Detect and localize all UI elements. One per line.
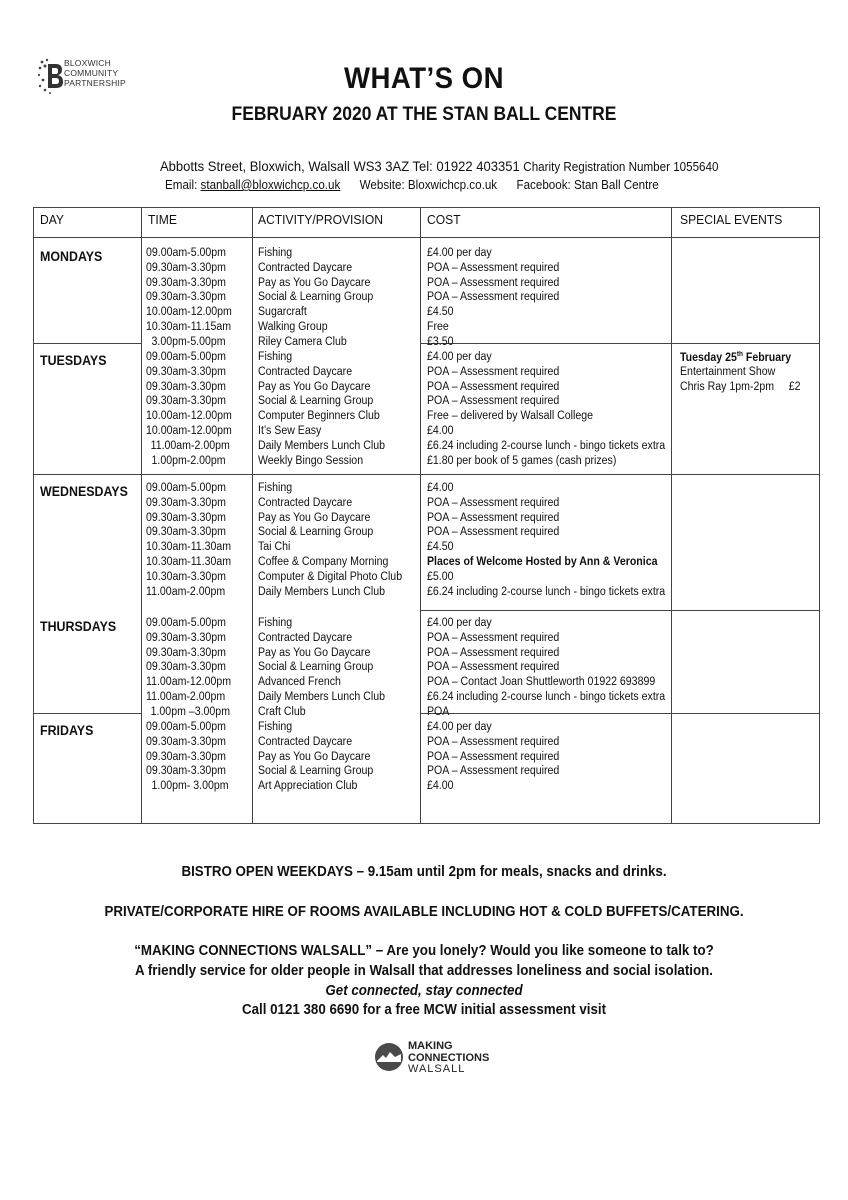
mcw-logo-line: CONNECTIONS <box>408 1051 490 1064</box>
special-event-date <box>680 348 801 365</box>
special-date-suffix: th <box>736 351 743 358</box>
activity-cell: It’s Sew Easy <box>258 424 322 437</box>
cost-cell: POA – Assessment required <box>427 365 560 378</box>
charity-number: Charity Registration Number 1055640 <box>523 160 719 174</box>
cost-cell: £4.00 per day <box>427 617 492 629</box>
times-tuesday <box>146 350 232 468</box>
logo-line: BLOXWICH <box>64 58 111 68</box>
time-cell: 09.00am-5.00pm <box>146 482 226 494</box>
col-divider <box>141 208 142 823</box>
time-cell: 1.00pm –3.00pm <box>150 705 231 718</box>
time-cell: 11.00am-2.00pm <box>150 439 230 452</box>
cost-cell: £4.00 <box>427 482 454 494</box>
activity-cell: Computer & Digital Photo Club <box>258 570 403 583</box>
time-cell: 09.30am-3.30pm <box>146 511 226 524</box>
row-divider <box>34 474 819 475</box>
activity-cell: Pay as You Go Daycare <box>258 276 371 289</box>
cost-cell: POA – Assessment required <box>427 291 560 304</box>
activity-cell: Walking Group <box>258 320 328 333</box>
cost-cell: £4.00 per day <box>427 351 492 363</box>
time-cell: 09.30am-3.30pm <box>146 646 226 659</box>
time-cell: 09.30am-3.30pm <box>146 735 226 748</box>
activity-cell: Coffee & Company Morning <box>258 555 389 568</box>
bistro-notice: BISTRO OPEN WEEKDAYS – 9.15am until 2pm for meals, snacks and drinks. <box>181 864 667 880</box>
schedule-table <box>33 207 820 824</box>
time-cell: 09.00am-5.00pm <box>146 721 226 733</box>
activity-cell: Advanced French <box>258 676 341 689</box>
day-monday: MONDAYS <box>40 249 103 264</box>
cost-cell: POA – Assessment required <box>427 261 560 274</box>
time-cell: 09.00am-5.00pm <box>146 617 226 629</box>
time-cell: 09.30am-3.30pm <box>146 395 226 408</box>
activity-cell: Fishing <box>258 617 293 629</box>
times-friday <box>146 720 229 794</box>
col-divider <box>671 208 672 823</box>
costs-tuesday <box>427 350 665 468</box>
activities-thursday <box>258 616 385 720</box>
activities-friday <box>258 720 373 794</box>
activity-cell: Sugarcraft <box>258 306 307 319</box>
special-event-price: £2 <box>788 380 801 393</box>
activity-cell: Social & Learning Group <box>258 526 374 539</box>
time-cell: 10.30am-11.30am <box>146 555 232 568</box>
special-event-performer: Chris Ray 1pm-2pm <box>680 380 775 393</box>
cost-cell: £4.50 <box>427 541 454 554</box>
time-cell: 11.00am-12.00pm <box>146 676 232 689</box>
activity-cell: Fishing <box>258 247 293 259</box>
col-divider <box>420 208 421 823</box>
cost-cell: £4.50 <box>427 306 454 319</box>
activities-tuesday <box>258 350 385 468</box>
cost-cell: POA – Contact Joan Shuttleworth 01922 693899 <box>427 676 656 689</box>
activities-wednesday <box>258 481 402 599</box>
cost-cell: POA – Assessment required <box>427 395 560 408</box>
row-divider <box>34 713 141 714</box>
day-friday: FRIDAYS <box>40 723 94 738</box>
activity-cell: Daily Members Lunch Club <box>258 585 386 598</box>
costs-thursday <box>427 616 665 720</box>
costs-friday <box>427 720 559 794</box>
activity-cell: Social & Learning Group <box>258 661 374 674</box>
email-link[interactable]: stanball@bloxwichcp.co.uk <box>200 178 341 192</box>
activity-cell: Daily Members Lunch Club <box>258 439 386 452</box>
special-event-detail <box>680 380 801 395</box>
cost-cell: POA <box>427 705 450 718</box>
making-connections-logo <box>372 1038 512 1078</box>
website-link[interactable]: Bloxwichcp.co.uk <box>407 178 498 192</box>
row-divider <box>34 343 141 344</box>
activity-cell: Pay as You Go Daycare <box>258 380 371 393</box>
activity-cell: Fishing <box>258 721 293 733</box>
special-date-month: February <box>742 351 792 364</box>
making-connections-logo-icon <box>374 1042 404 1072</box>
cost-cell: POA – Assessment required <box>427 750 560 763</box>
time-cell: 11.00am-2.00pm <box>146 585 226 598</box>
activity-cell: Tai Chi <box>258 541 291 554</box>
activity-cell: Contracted Daycare <box>258 735 353 748</box>
time-cell: 09.30am-3.30pm <box>146 276 226 289</box>
special-event-title: Entertainment Show <box>680 366 776 379</box>
time-cell: 10.00am-12.00pm <box>146 424 232 437</box>
email-label: Email: <box>165 178 198 192</box>
mcw-logo-line: WALSALL <box>408 1063 466 1075</box>
logo-line: COMMUNITY <box>64 68 119 78</box>
time-cell: 09.30am-3.30pm <box>146 631 226 644</box>
activity-cell: Craft Club <box>258 705 306 718</box>
time-cell: 10.00am-12.00pm <box>146 410 232 423</box>
day-thursday: THURSDAYS <box>40 619 117 634</box>
mcw-logo-line: MAKING <box>408 1040 453 1052</box>
special-event-tuesday <box>680 348 801 394</box>
header-day: DAY <box>40 212 64 227</box>
activity-cell: Contracted Daycare <box>258 261 353 274</box>
times-monday <box>146 246 232 350</box>
activity-cell: Art Appreciation Club <box>258 780 358 793</box>
cost-cell: POA – Assessment required <box>427 380 560 393</box>
row-divider <box>420 610 819 611</box>
cost-cell: POA – Assessment required <box>427 646 560 659</box>
page-subtitle: FEBRUARY 2020 AT THE STAN BALL CENTRE <box>231 104 617 125</box>
cost-cell: Places of Welcome Hosted by Ann & Veronica <box>427 555 658 568</box>
activity-cell: Contracted Daycare <box>258 365 353 378</box>
cost-cell: £1.80 per book of 5 games (cash prizes) <box>427 454 617 467</box>
time-cell: 10.00am-12.00pm <box>146 306 232 319</box>
times-wednesday <box>146 481 231 599</box>
header-special-events: SPECIAL EVENTS <box>680 212 783 227</box>
time-cell: 3.00pm-5.00pm <box>151 335 226 348</box>
time-cell: 11.00am-2.00pm <box>146 690 226 703</box>
time-cell: 09.00am-5.00pm <box>146 351 226 363</box>
time-cell: 09.30am-3.30pm <box>146 750 226 763</box>
activity-cell: Social & Learning Group <box>258 291 374 304</box>
cost-cell: POA – Assessment required <box>427 276 560 289</box>
cost-cell: POA – Assessment required <box>427 496 560 509</box>
activities-monday <box>258 246 373 350</box>
activity-cell: Computer Beginners Club <box>258 410 380 423</box>
cost-cell: £6.24 including 2-course lunch - bingo tickets extra <box>427 439 666 452</box>
header-divider <box>34 237 819 238</box>
room-hire-notice: PRIVATE/CORPORATE HIRE OF ROOMS AVAILABLE INCLUDING HOT & COLD BUFFETS/CATERING. <box>104 904 744 920</box>
cost-cell: £6.24 including 2-course lunch - bingo tickets extra <box>427 585 666 598</box>
activity-cell: Fishing <box>258 482 293 494</box>
cost-cell: POA – Assessment required <box>427 765 560 778</box>
website-label: Website: <box>359 178 405 192</box>
header-activity: ACTIVITY/PROVISION <box>258 212 383 227</box>
activity-cell: Pay as You Go Daycare <box>258 511 371 524</box>
cost-cell: £4.00 <box>427 424 454 437</box>
mcw-call: Call 0121 380 6690 for a free MCW initial assessment visit <box>241 1002 607 1018</box>
activity-cell: Pay as You Go Daycare <box>258 750 371 763</box>
mcw-tagline: Get connected, stay connected <box>325 983 523 999</box>
activity-cell: Contracted Daycare <box>258 631 353 644</box>
activity-cell: Daily Members Lunch Club <box>258 690 386 703</box>
times-thursday <box>146 616 231 720</box>
facebook-page: Stan Ball Centre <box>574 178 659 192</box>
cost-cell: £4.00 per day <box>427 721 492 733</box>
time-cell: 10.30am-11.15am <box>146 320 232 333</box>
time-cell: 09.00am-5.00pm <box>146 247 226 259</box>
time-cell: 1.00pm-2.00pm <box>151 454 226 467</box>
costs-monday <box>427 246 559 350</box>
mcw-description: A friendly service for older people in Walsall that addresses loneliness and social isolation. <box>134 963 713 979</box>
time-cell: 10.30am-11.30am <box>146 541 232 554</box>
cost-cell: Free – delivered by Walsall College <box>427 410 594 423</box>
activity-cell: Weekly Bingo Session <box>258 454 364 467</box>
logo-line: PARTNERSHIP <box>64 78 126 88</box>
page-title: WHAT’S ON <box>343 62 505 95</box>
day-wednesday: WEDNESDAYS <box>40 484 128 499</box>
cost-cell: £5.00 <box>427 570 454 583</box>
time-cell: 09.30am-3.30pm <box>146 661 226 674</box>
cost-cell: £4.00 <box>427 780 454 793</box>
activity-cell: Fishing <box>258 351 293 363</box>
time-cell: 09.30am-3.30pm <box>146 496 226 509</box>
cost-cell: POA – Assessment required <box>427 526 560 539</box>
time-cell: 09.30am-3.30pm <box>146 380 226 393</box>
day-tuesday: TUESDAYS <box>40 353 107 368</box>
cost-cell: POA – Assessment required <box>427 735 560 748</box>
cost-cell: POA – Assessment required <box>427 661 560 674</box>
time-cell: 1.00pm- 3.00pm <box>151 780 229 793</box>
activity-cell: Contracted Daycare <box>258 496 353 509</box>
contact-line <box>165 178 659 192</box>
col-divider <box>252 208 253 823</box>
special-date-day: Tuesday 25 <box>680 351 737 364</box>
time-cell: 09.30am-3.30pm <box>146 765 226 778</box>
activity-cell: Pay as You Go Daycare <box>258 646 371 659</box>
cost-cell: POA – Assessment required <box>427 511 560 524</box>
costs-wednesday <box>427 481 665 599</box>
address-line <box>160 158 718 174</box>
cost-cell: £3.50 <box>427 335 454 348</box>
mcw-question: “MAKING CONNECTIONS WALSALL” – Are you lonely? Would you like someone to talk to? <box>134 943 714 959</box>
address: Abbotts Street, Bloxwich, Walsall WS3 3AZ Tel: 01922 403351 <box>160 158 520 174</box>
time-cell: 09.30am-3.30pm <box>146 291 226 304</box>
cost-cell: Free <box>427 320 449 333</box>
time-cell: 09.30am-3.30pm <box>146 261 226 274</box>
cost-cell: £6.24 including 2-course lunch - bingo tickets extra <box>427 690 666 703</box>
cost-cell: £4.00 per day <box>427 247 492 259</box>
time-cell: 10.30am-3.30pm <box>146 570 226 583</box>
activity-cell: Riley Camera Club <box>258 335 347 348</box>
facebook-label: Facebook: <box>516 178 571 192</box>
cost-cell: POA – Assessment required <box>427 631 560 644</box>
activity-cell: Social & Learning Group <box>258 765 374 778</box>
time-cell: 09.30am-3.30pm <box>146 365 226 378</box>
time-cell: 09.30am-3.30pm <box>146 526 226 539</box>
header-cost: COST <box>427 212 461 227</box>
activity-cell: Social & Learning Group <box>258 395 374 408</box>
header-time: TIME <box>148 212 177 227</box>
